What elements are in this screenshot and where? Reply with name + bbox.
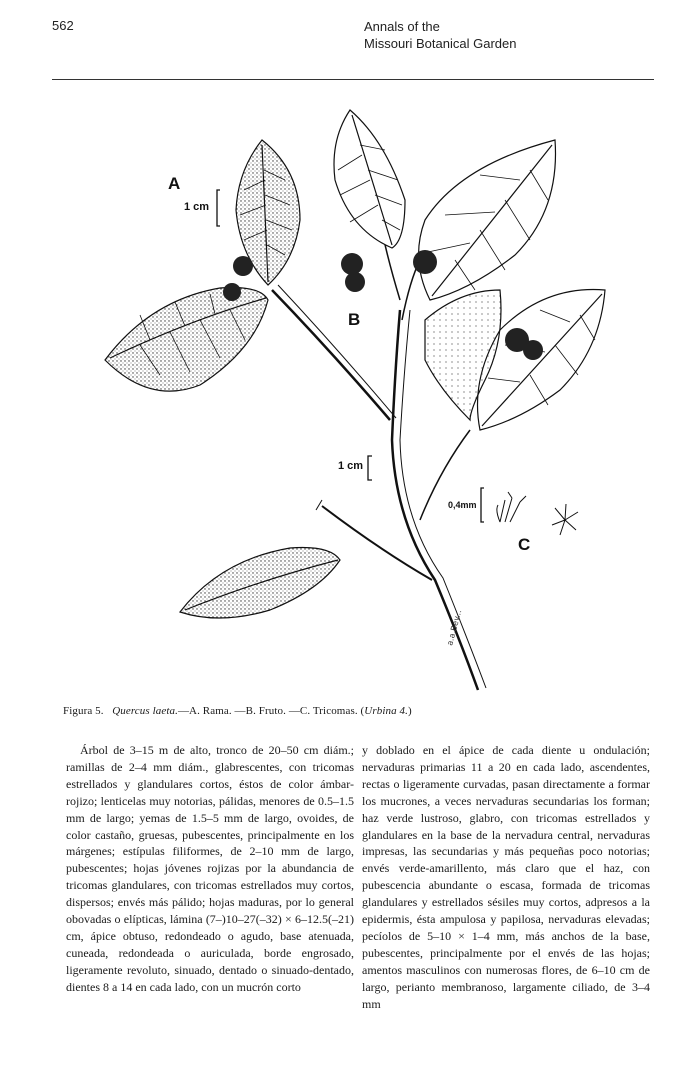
- caption-species: Quercus laeta.: [112, 705, 178, 717]
- leaf-b-upper-right: [419, 140, 556, 300]
- scale-label-b: 1 cm: [338, 460, 364, 472]
- journal-title-line1: Annals of the: [364, 19, 440, 34]
- panel-label-b: B: [348, 310, 361, 329]
- leaf-lower: [180, 548, 340, 619]
- header-rule: [52, 79, 654, 80]
- journal-title-line2: Missouri Botanical Garden: [364, 36, 517, 51]
- body-column-right: [362, 742, 650, 1013]
- caption-parts: —A. Rama. —B. Fruto. —C. Tricomas. (: [177, 705, 365, 717]
- body-column-left: [66, 742, 354, 996]
- body-paragraph-right: y doblado en el ápice de cada diente u ondulación; nervaduras primarias 11 a 20 en cada lado, ascendentes, rectas o ligeramente curvadas, pasan directamente a formar los mucrones, a veces nervaduras secundarias los forman; haz verde lustroso, glabro, con tricomas estrellados y glandulares en la base de la nervadura central, nervaduras impresas, las secundarias y más pequeñas poco notorias; envés verde-amarillento, más claro que el haz, con pubescencia abundante o escasa, formada de tricomas glandulares y estrellados sésiles muy cortos, adpresos a la epidermis, ésta ampulosa y papilosa, nervaduras elevadas; pecíolos de 5–10 × 1–4 mm, más anchos de la base, pubescentes, principalmente por el envés de las hojas; amentos masculinos con numerosas flores, de 6–10 cm de largo, perianto membranoso, largamente ciliado, de 3–4 mm: [362, 743, 650, 1011]
- caption-label: Figura 5.: [63, 705, 104, 717]
- leaf-b-upper-left: [334, 110, 405, 248]
- panel-label-a: A: [168, 174, 181, 193]
- caption-voucher: Urbina 4.: [364, 705, 408, 717]
- figure-caption: [63, 705, 412, 717]
- body-paragraph-left: Árbol de 3–15 m de alto, tronco de 20–50 cm diám.; ramillas de 2–4 mm diám., glabrescentes, con tricomas estrellados y glandulares cortos, éstos de color ámbar-rojizo; lenticelas muy notorias, pálidas, menores de 0.5–1.5 mm de largo; yemas de 1.5–5 mm de largo, ovoides, de color castaño, gruesas, pubescentes, principalmente en los márgenes; estípulas filiformes, de 2–10 mm de largo, pubescentes; hojas jóvenes rojizas por la abundancia de tricomas glandulares, con tricomas estrellados muy cortos, dispersos; envés más pálido; hojas maduras, por lo general obovadas o elípticas, lámina (7–)10–27(–32) × 6–12.5(–21) cm, ápice obtuso, redondeado o agudo, base atenuada, cuneada, redondeada o auriculada, borde engrosado, ligeramente revoluto, sinuado, dentado o sinuado-dentado, dientes 8 a 14 en cada lado, con un mucrón corto: [66, 743, 354, 994]
- leaf-a-lower: [105, 288, 268, 392]
- page-number: 562: [52, 18, 74, 33]
- caption-close: ): [407, 705, 412, 717]
- scale-label-c: 0,4mm: [448, 500, 477, 510]
- trichome-drawings: [497, 492, 578, 535]
- artist-signature: a.a.Bey...: [445, 608, 464, 647]
- journal-title: [364, 18, 516, 52]
- scale-label-a: 1 cm: [184, 201, 210, 213]
- panel-label-c: C: [518, 535, 531, 554]
